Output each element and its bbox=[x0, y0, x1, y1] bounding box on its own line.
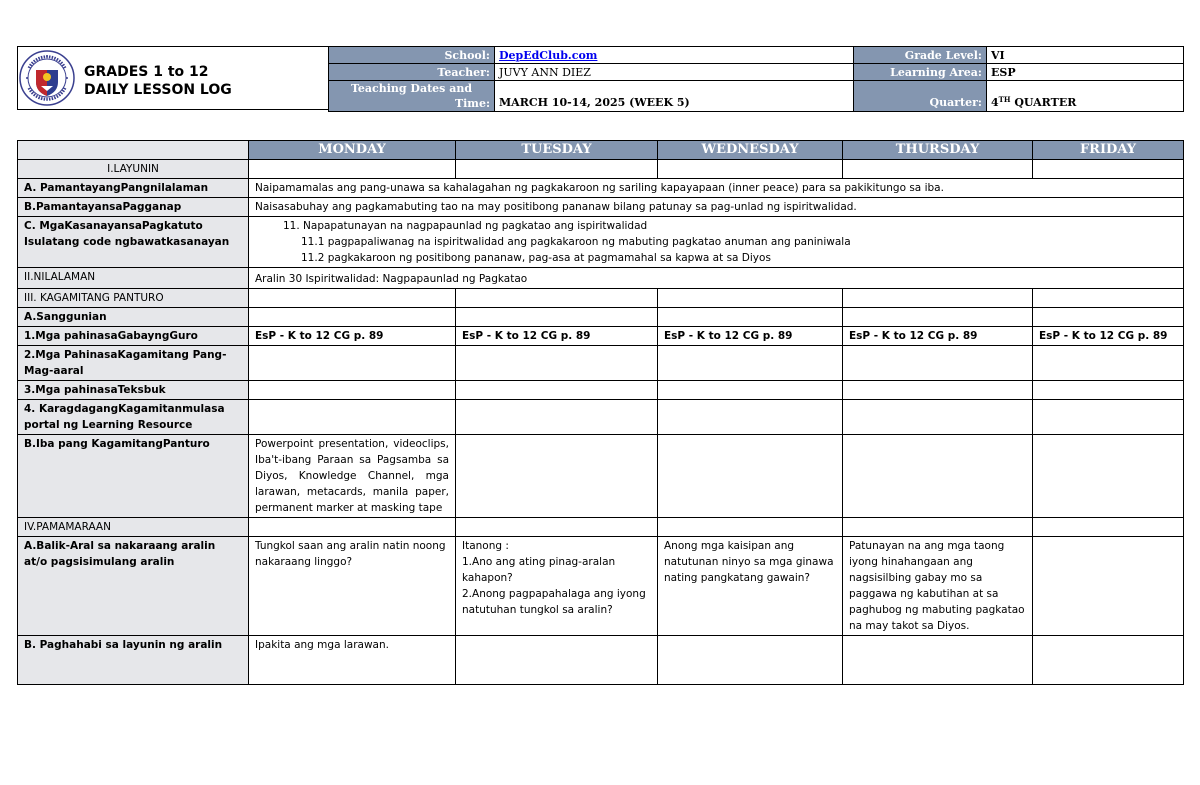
cell bbox=[249, 518, 456, 537]
row-paghahabi bbox=[18, 636, 1184, 685]
nilalaman-text: Aralin 30 Ispiritwalidad: Nagpapaunlad ng Pagkatao bbox=[249, 268, 1184, 289]
row-teksbuk bbox=[18, 381, 1184, 400]
dll-title bbox=[84, 63, 232, 99]
gabay-thursday: EsP - K to 12 CG p. 89 bbox=[843, 327, 1033, 346]
school-link[interactable]: DepEdClub.com bbox=[499, 48, 598, 62]
kasanayan-line-3: 11.2 pagkakaroon ng positibong pananaw, pag-asa at pagmamahal sa kapwa at sa Diyos bbox=[301, 252, 771, 264]
paghahabi-label: B. Paghahabi sa layunin ng aralin bbox=[18, 636, 249, 685]
day-header-monday: MONDAY bbox=[249, 141, 456, 160]
cell bbox=[249, 400, 456, 435]
kasanayan-line-2: 11.1 pagpapaliwanag na ispiritwalidad ang pagkakaroon ng mabuting pagkatao anuman ang paniniwala bbox=[301, 236, 851, 248]
info-table bbox=[328, 46, 1184, 112]
pamantayang-text: Naipamamalas ang pang-unawa sa kahalagahan ng pagkakaroon ng sariling kapayapaan (inner peace) para sa pakikitungo sa iba. bbox=[249, 179, 1184, 198]
dates-label-line-1: Teaching Dates and bbox=[350, 82, 473, 95]
cell bbox=[1033, 435, 1184, 518]
deped-seal-icon bbox=[19, 50, 75, 106]
balik-aral-label: A.Balik-Aral sa nakaraang aralin at/o pagsisimulang aralin bbox=[18, 537, 249, 636]
cell bbox=[456, 289, 658, 308]
title-line-2: DAILY LESSON LOG bbox=[84, 82, 232, 98]
school-label: School: bbox=[329, 47, 495, 64]
cell bbox=[658, 308, 843, 327]
row-kasanayan bbox=[18, 217, 1184, 268]
cell bbox=[658, 400, 843, 435]
cell bbox=[843, 160, 1033, 179]
day-header-tuesday: TUESDAY bbox=[456, 141, 658, 160]
dates-value: MARCH 10-14, 2025 (WEEK 5) bbox=[495, 81, 854, 112]
row-balik-aral bbox=[18, 537, 1184, 636]
cell bbox=[843, 289, 1033, 308]
kagamitan-label: III. KAGAMITANG PANTURO bbox=[18, 289, 249, 308]
kasanayan-line-1: 11. Napapatunayan na nagpapaunlad ng pagkatao ang ispiritwalidad bbox=[283, 220, 648, 232]
balik-aral-tuesday bbox=[456, 537, 658, 636]
cell bbox=[1033, 346, 1184, 381]
row-sanggunian bbox=[18, 308, 1184, 327]
day-header-wednesday: WEDNESDAY bbox=[658, 141, 843, 160]
cell bbox=[456, 346, 658, 381]
cell bbox=[843, 435, 1033, 518]
gabay-tuesday: EsP - K to 12 CG p. 89 bbox=[456, 327, 658, 346]
cell bbox=[1033, 160, 1184, 179]
quarter-label: Quarter: bbox=[854, 81, 987, 112]
balik-aral-tuesday-line-1: Itanong : bbox=[462, 540, 509, 552]
teacher-label: Teacher: bbox=[329, 64, 495, 81]
grade-value: VI bbox=[987, 47, 1184, 64]
row-pang-mag-aaral bbox=[18, 346, 1184, 381]
area-label: Learning Area: bbox=[854, 64, 987, 81]
iba-pang-label: B.Iba pang KagamitangPanturo bbox=[18, 435, 249, 518]
quarter-number: 4 bbox=[991, 96, 999, 109]
kasanayan-text bbox=[249, 217, 1184, 268]
cell bbox=[843, 636, 1033, 685]
cell bbox=[1033, 636, 1184, 685]
karagdagang-label: 4. KaragdagangKagamitanmulasa portal ng Learning Resource bbox=[18, 400, 249, 435]
cell bbox=[658, 346, 843, 381]
day-header-thursday: THURSDAY bbox=[843, 141, 1033, 160]
kasanayan-label bbox=[18, 217, 249, 268]
gabay-label: 1.Mga pahinasaGabayngGuro bbox=[18, 327, 249, 346]
cell bbox=[658, 518, 843, 537]
cell bbox=[1033, 308, 1184, 327]
day-header-blank bbox=[18, 141, 249, 160]
cell bbox=[1033, 289, 1184, 308]
sanggunian-label: A.Sanggunian bbox=[18, 308, 249, 327]
cell bbox=[843, 400, 1033, 435]
row-pamantayang-pangnilalaman bbox=[18, 179, 1184, 198]
cell bbox=[249, 160, 456, 179]
cell bbox=[249, 346, 456, 381]
cell bbox=[249, 308, 456, 327]
cell bbox=[658, 160, 843, 179]
pang-mag-aaral-label: 2.Mga PahinasaKagamitang Pang-Mag-aaral bbox=[18, 346, 249, 381]
cell bbox=[456, 308, 658, 327]
cell bbox=[456, 381, 658, 400]
grade-label: Grade Level: bbox=[854, 47, 987, 64]
cell bbox=[1033, 381, 1184, 400]
pagganap-text: Naisasabuhay ang pagkamabuting tao na may positibong pananaw bilang patunay sa pag-unlad ng ispiritwalidad. bbox=[249, 198, 1184, 217]
cell bbox=[843, 518, 1033, 537]
area-value: ESP bbox=[987, 64, 1184, 81]
quarter-word: QUARTER bbox=[1010, 96, 1077, 109]
cell bbox=[843, 346, 1033, 381]
row-nilalaman bbox=[18, 268, 1184, 289]
cell bbox=[456, 160, 658, 179]
row-layunin bbox=[18, 160, 1184, 179]
lesson-log-table bbox=[17, 140, 1184, 685]
school-value bbox=[495, 47, 854, 64]
cell bbox=[249, 289, 456, 308]
row-iba-pang-kagamitan bbox=[18, 435, 1184, 518]
cell bbox=[658, 636, 843, 685]
cell bbox=[658, 381, 843, 400]
cell bbox=[456, 435, 658, 518]
balik-aral-monday: Tungkol saan ang aralin natin noong nakaraang linggo? bbox=[249, 537, 456, 636]
gabay-wednesday: EsP - K to 12 CG p. 89 bbox=[658, 327, 843, 346]
kasanayan-label-line-1: C. MgaKasanayansaPagkatuto bbox=[24, 220, 203, 232]
row-pamamaraan bbox=[18, 518, 1184, 537]
day-header-row bbox=[18, 141, 1184, 160]
balik-aral-tuesday-line-3: 2.Anong pagpapahalaga ang iyong natutuhan tungkol sa aralin? bbox=[462, 588, 646, 616]
row-pamantayan-pagganap bbox=[18, 198, 1184, 217]
teacher-value: JUVY ANN DIEZ bbox=[495, 64, 854, 81]
nilalaman-label: II.NILALAMAN bbox=[18, 268, 249, 289]
cell bbox=[456, 636, 658, 685]
cell bbox=[658, 289, 843, 308]
cell bbox=[456, 400, 658, 435]
row-kagamitan bbox=[18, 289, 1184, 308]
cell bbox=[843, 308, 1033, 327]
kasanayan-label-line-2: Isulatang code ngbawatkasanayan bbox=[24, 236, 230, 248]
row-gabay bbox=[18, 327, 1184, 346]
balik-aral-thursday: Patunayan na ang mga taong iyong hinahangaan ang nagsisilbing gabay mo sa paggawa ng kabutihan at sa paghubog ng mabuting pagkatao na may takot sa Diyos. bbox=[843, 537, 1033, 636]
gabay-friday: EsP - K to 12 CG p. 89 bbox=[1033, 327, 1184, 346]
title-line-1: GRADES 1 to 12 bbox=[84, 64, 209, 80]
layunin-label: I.LAYUNIN bbox=[18, 160, 249, 179]
iba-pang-monday: Powerpoint presentation, videoclips, Iba't-ibang Paraan sa Pagsamba sa Diyos, Knowledge Channel, mga larawan, metacards, manila paper, permanent marker at masking tape bbox=[249, 435, 456, 518]
quarter-value bbox=[987, 81, 1184, 112]
pamantayang-label: A. PamantayangPangnilalaman bbox=[18, 179, 249, 198]
pamamaraan-label: IV.PAMAMARAAN bbox=[18, 518, 249, 537]
cell bbox=[456, 518, 658, 537]
balik-aral-tuesday-line-2: 1.Ano ang ating pinag-aralan kahapon? bbox=[462, 556, 616, 584]
balik-aral-wednesday: Anong mga kaisipan ang natutunan ninyo sa mga ginawa nating pangkatang gawain? bbox=[658, 537, 843, 636]
dates-label bbox=[329, 81, 495, 112]
gabay-monday: EsP - K to 12 CG p. 89 bbox=[249, 327, 456, 346]
cell bbox=[1033, 518, 1184, 537]
dates-label-line-2: Time: bbox=[454, 97, 490, 110]
row-karagdagang bbox=[18, 400, 1184, 435]
pagganap-label: B.PamantayansaPagganap bbox=[18, 198, 249, 217]
cell bbox=[1033, 537, 1184, 636]
teksbuk-label: 3.Mga pahinasaTeksbuk bbox=[18, 381, 249, 400]
cell bbox=[843, 381, 1033, 400]
day-header-friday: FRIDAY bbox=[1033, 141, 1184, 160]
quarter-superscript: TH bbox=[998, 95, 1011, 104]
cell bbox=[658, 435, 843, 518]
cell bbox=[249, 381, 456, 400]
cell bbox=[1033, 400, 1184, 435]
paghahabi-monday: Ipakita ang mga larawan. bbox=[249, 636, 456, 685]
